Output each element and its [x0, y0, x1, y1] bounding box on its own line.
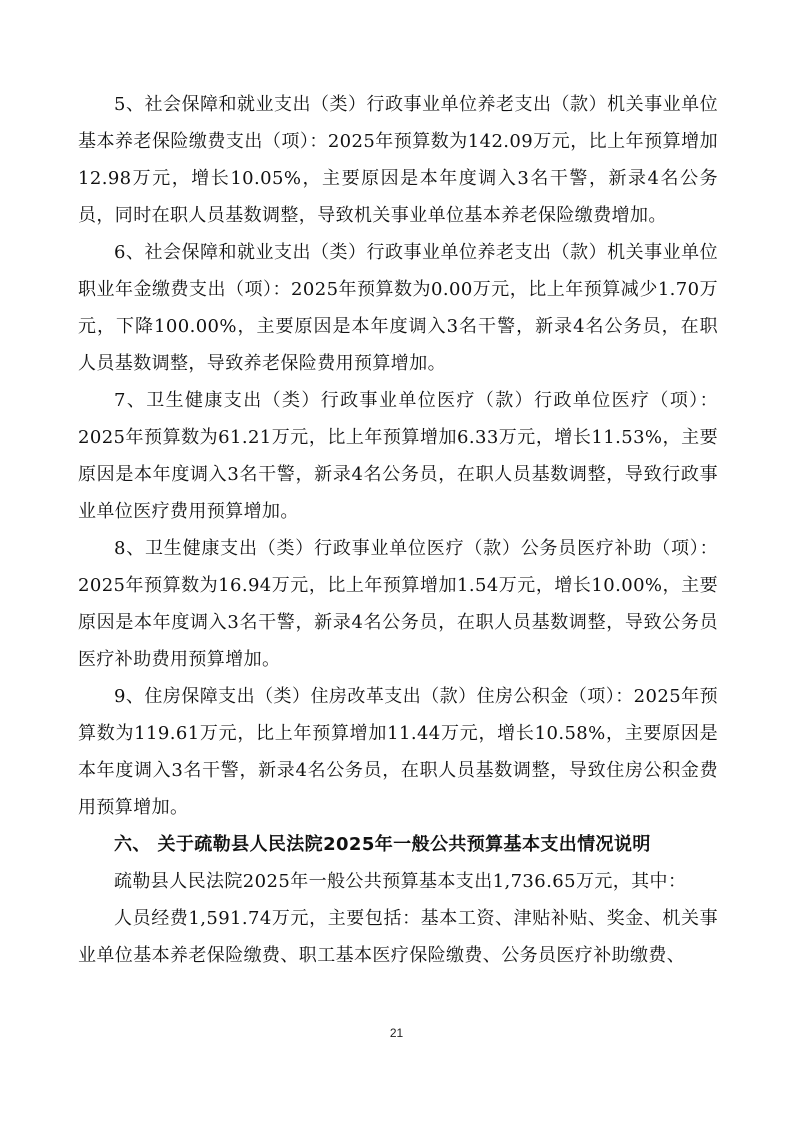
paragraph-item-9: 9、住房保障支出（类）住房改革支出（款）住房公积金（项）：2025年预算数为119.61万元，比上年预算增加11.44万元，增长10.58%，主要原因是本年度调入3名干警，新录4名公务员，在职人员基数调整，导致住房公积金费用预算增加。	[78, 686, 718, 818]
personnel-expense-paragraph: 人员经费1,591.74万元，主要包括：基本工资、津贴补贴、奖金、机关事业单位基本养老保险缴费、职工基本医疗保险缴费、公务员医疗补助缴费、	[78, 908, 718, 966]
paragraph-item-7: 7、卫生健康支出（类）行政事业单位医疗（款）行政单位医疗（项）：2025年预算数为61.21万元，比上年预算增加6.33万元，增长11.53%，主要原因是本年度调入3名干警，新录4名公务员，在职人员基数调整，导致行政事业单位医疗费用预算增加。	[78, 390, 718, 522]
document-body	[78, 86, 718, 974]
paragraph-item-6: 6、社会保障和就业支出（类）行政事业单位养老支出（款）机关事业单位职业年金缴费支出（项）：2025年预算数为0.00万元，比上年预算减少1.70万元，下降100.00%，主要原因是本年度调入3名干警，新录4名公务员，在职人员基数调整，导致养老保险费用预算增加。	[78, 242, 718, 374]
section-heading: 六、 关于疏勒县人民法院2025年一般公共预算基本支出情况说明	[114, 834, 651, 855]
page-number: 21	[389, 1026, 404, 1040]
paragraph-item-5: 5、社会保障和就业支出（类）行政事业单位养老支出（款）机关事业单位基本养老保险缴费支出（项）：2025年预算数为142.09万元，比上年预算增加12.98万元，增长10.05%，主要原因是本年度调入3名干警，新录4名公务员，同时在职人员基数调整，导致机关事业单位基本养老保险缴费增加。	[78, 94, 718, 226]
basic-expenditure-summary: 疏勒县人民法院2025年一般公共预算基本支出1,736.65万元，其中：	[114, 871, 687, 892]
paragraph-item-8: 8、卫生健康支出（类）行政事业单位医疗（款）公务员医疗补助（项）：2025年预算数为16.94万元，比上年预算增加1.54万元，增长10.00%，主要原因是本年度调入3名干警，新录4名公务员，在职人员基数调整，导致公务员医疗补助费用预算增加。	[78, 538, 718, 670]
